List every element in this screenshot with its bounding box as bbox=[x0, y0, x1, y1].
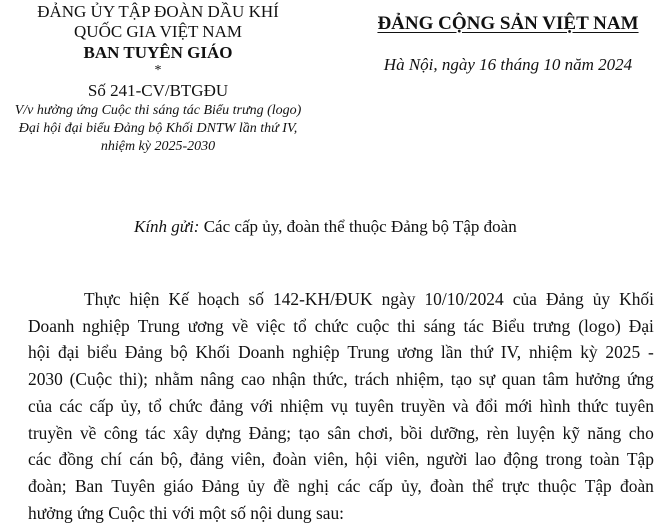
body-line: hưởng ứng Cuộc thi với một số nội dung sau: bbox=[28, 502, 344, 523]
header-star: * bbox=[154, 63, 162, 78]
recipient-label: Kính gửi: bbox=[134, 217, 200, 236]
document-number: Số 241-CV/BTGĐU bbox=[87, 81, 229, 100]
subject-line-1: V/v hưởng ứng Cuộc thi sáng tác Biểu trưng (logo) bbox=[14, 103, 302, 118]
national-header bbox=[352, 12, 664, 76]
issuer-department: BAN TUYÊN GIÁO bbox=[83, 43, 233, 62]
body-line: các đồng chí cán bộ, đảng viên, đoàn viên, hội viên, người lao động trong toàn Tập bbox=[28, 449, 654, 470]
issuer-header bbox=[8, 2, 308, 156]
subject-line-3: nhiệm kỳ 2025-2030 bbox=[100, 139, 216, 154]
issuer-org-line-1: ĐẢNG ỦY TẬP ĐOÀN DẦU KHÍ bbox=[37, 2, 279, 21]
recipient-value: Các cấp ủy, đoàn thể thuộc Đảng bộ Tập đoàn bbox=[203, 217, 517, 236]
place-and-date: Hà Nội, ngày 16 tháng 10 năm 2024 bbox=[383, 55, 633, 74]
subject-line-2: Đại hội đại biểu Đảng bộ Khối DNTW lần thứ IV, bbox=[18, 121, 298, 136]
body-line: Doanh nghiệp Trung ương về việc tổ chức cuộc thi sáng tác Biểu trưng (logo) Đại bbox=[28, 315, 654, 336]
issuer-org-line-2: QUỐC GIA VIỆT NAM bbox=[74, 22, 242, 41]
body-line: hội đại biểu Đảng bộ Khối Doanh nghiệp Trung ương lần thứ IV, nhiệm kỳ 2025 - bbox=[28, 342, 654, 363]
body-line: truyền về công tác xây dựng Đảng; tạo sân chơi, bồi dưỡng, rèn luyện kỹ năng cho bbox=[28, 422, 654, 443]
body-line: 2030 (Cuộc thi); nhằm nâng cao nhận thức, trách nhiệm, tạo sự quan tâm hưởng ứng bbox=[28, 369, 654, 390]
body-line: của các cấp ủy, tổ chức đảng với nhiệm vụ tuyên truyền và đổi mới hình thức tuyên bbox=[28, 395, 654, 416]
party-name: ĐẢNG CỘNG SẢN VIỆT NAM bbox=[377, 13, 639, 34]
body-line: Thực hiện Kế hoạch số 142-KH/ĐUK ngày 10/10/2024 của Đảng ủy Khối bbox=[84, 289, 654, 309]
body-paragraph bbox=[28, 286, 654, 526]
body-line: đoàn; Ban Tuyên giáo Đảng ủy đề nghị các cấp ủy, đoàn thể trực thuộc Tập đoàn bbox=[28, 475, 654, 496]
recipient-line bbox=[134, 216, 517, 238]
